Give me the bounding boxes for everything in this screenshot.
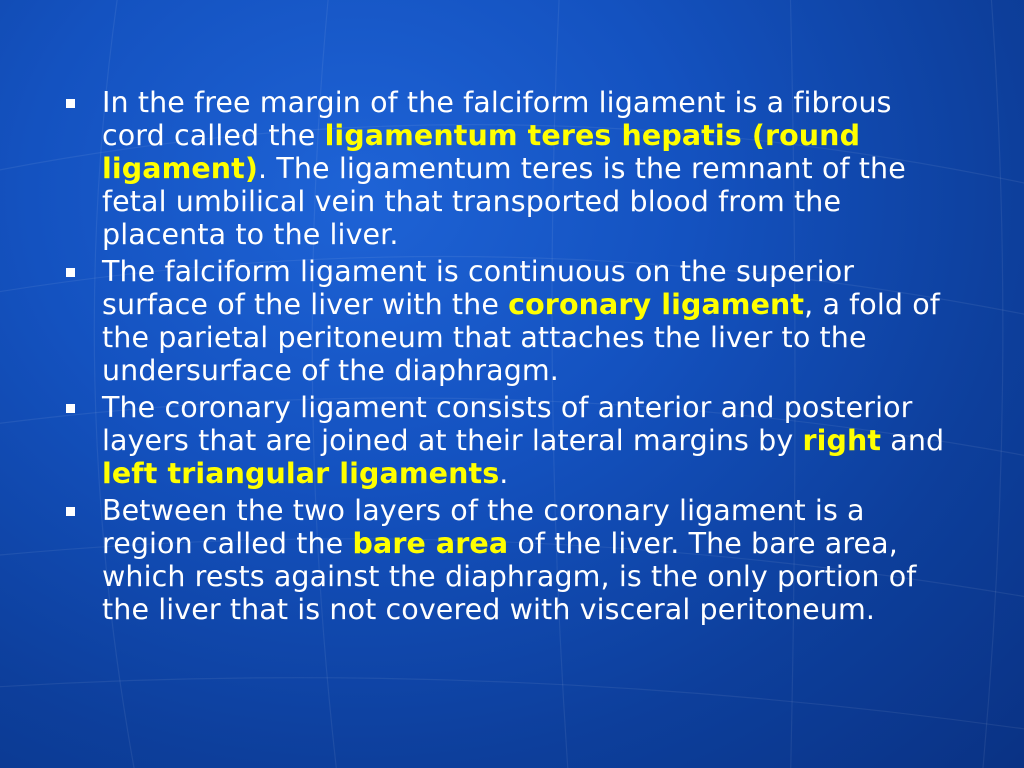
square-bullet-icon (66, 268, 75, 277)
text-run: of the liver. The bare area, which rests against the diaphragm, is the only portion of the liver that is not covered with visceral peritoneum. (102, 527, 917, 626)
bullet-item (60, 391, 960, 490)
bullet-item (60, 86, 960, 251)
text-run: , a fold of the parietal peritoneum that attaches the liver to the undersurface of the diaphragm. (102, 288, 940, 387)
highlight-term: ligamentum teres hepatis (round ligament) (102, 119, 861, 185)
text-run: . (499, 457, 509, 490)
text-run: The falciform ligament is continuous on the superior surface of the liver with the (102, 255, 855, 321)
highlight-term: coronary ligament (508, 288, 805, 321)
bullet-text (102, 391, 944, 490)
bullet-item (60, 255, 960, 387)
highlight-term: left triangular ligaments (102, 457, 500, 490)
highlight-term: right (802, 424, 882, 457)
bullet-item (60, 494, 960, 626)
bullet-text (102, 255, 940, 387)
text-run: . The ligamentum teres is the remnant of the fetal umbilical vein that transported blood from the placenta to the liver. (102, 152, 906, 251)
text-run: The coronary ligament consists of anterior and posterior layers that are joined at their lateral margins by (102, 391, 913, 457)
text-run: Between the two layers of the coronary ligament is a region called the (102, 494, 865, 560)
bullet-text (102, 494, 916, 626)
text-run: In the free margin of the falciform ligament is a fibrous cord called the (102, 86, 892, 152)
square-bullet-icon (66, 404, 75, 413)
highlight-term: bare area (352, 527, 509, 560)
square-bullet-icon (66, 507, 75, 516)
text-run: and (881, 424, 945, 457)
square-bullet-icon (66, 99, 75, 108)
bullet-text (102, 86, 906, 251)
slide-body (60, 86, 960, 630)
